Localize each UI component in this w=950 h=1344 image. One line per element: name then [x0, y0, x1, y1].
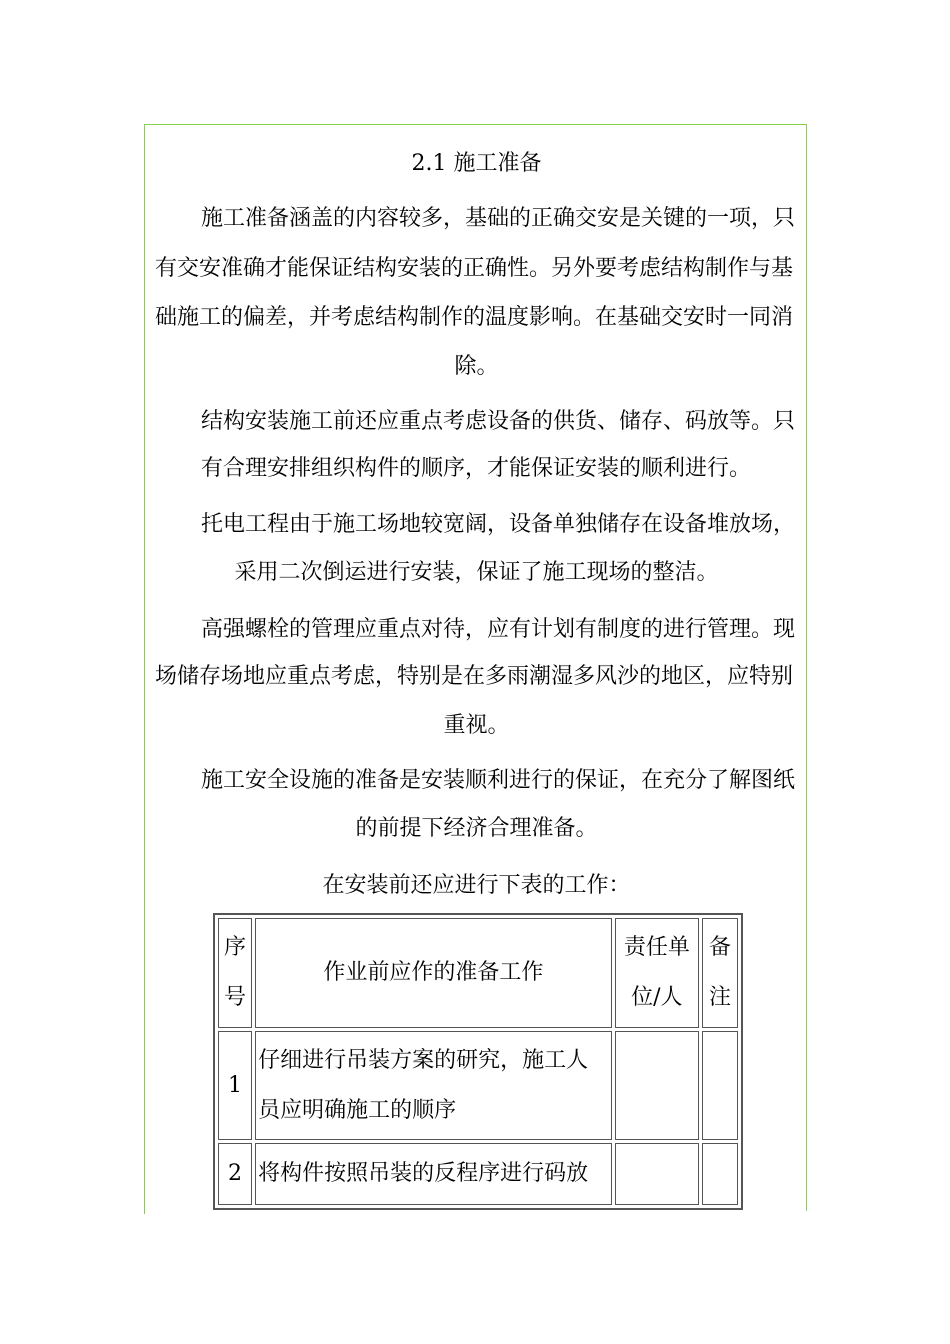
- row-note: [702, 1031, 738, 1140]
- header-task: 作业前应作的准备工作: [255, 918, 612, 1028]
- paragraph-line: 施工安全设施的准备是安装顺利进行的保证，在充分了解图纸: [201, 768, 796, 793]
- paragraph-line: 有合理安排组织构件的顺序，才能保证安装的顺利进行。: [201, 456, 752, 481]
- paragraph-line: 础施工的偏差，并考虑结构制作的温度影响。在基础交安时一同消: [155, 305, 794, 330]
- row-task: 将构件按照吊装的反程序进行码放: [255, 1143, 612, 1205]
- row-task: 仔细进行吊装方案的研究，施工人 员应明确施工的顺序: [255, 1031, 612, 1140]
- paragraph-line: 采用二次倒运进行安装，保证了施工现场的整洁。: [234, 560, 719, 585]
- header-note: 备 注: [702, 918, 738, 1028]
- paragraph-line: 的前提下经济合理准备。: [355, 816, 598, 841]
- row-responsible: [615, 1143, 699, 1205]
- section-heading: 2.1 施工准备: [411, 151, 542, 176]
- row-responsible: [615, 1031, 699, 1140]
- preparation-table: [213, 913, 743, 1210]
- document-frame: [144, 124, 807, 1214]
- header-no: 序 号: [218, 918, 252, 1028]
- row-no: 1: [218, 1031, 252, 1140]
- table-caption: 在安装前还应进行下表的工作：: [322, 873, 631, 898]
- row-no: 2: [218, 1143, 252, 1205]
- paragraph-line: 结构安装施工前还应重点考虑设备的供货、储存、码放等。只: [201, 409, 796, 434]
- paragraph-line: 施工准备涵盖的内容较多，基础的正确交安是关键的一项，只: [201, 206, 796, 231]
- paragraph-line: 有交安准确才能保证结构安装的正确性。另外要考虑结构制作与基: [155, 256, 794, 281]
- paragraph-line: 场储存场地应重点考虑，特别是在多雨潮湿多风沙的地区，应特别: [155, 664, 794, 689]
- paragraph-line: 除。: [454, 354, 499, 379]
- paragraph-line: 高强螺栓的管理应重点对待，应有计划有制度的进行管理。现: [201, 617, 796, 642]
- table-row: [218, 1031, 738, 1140]
- table-row: [218, 1143, 738, 1205]
- row-note: [702, 1143, 738, 1205]
- paragraph-line: 托电工程由于施工场地较宽阔，设备单独储存在设备堆放场，: [201, 512, 796, 537]
- header-responsible: 责任单 位/人: [615, 918, 699, 1028]
- paragraph-line: 重视。: [443, 713, 510, 738]
- table-header-row: [218, 918, 738, 1028]
- page-cut-mask: [145, 1211, 808, 1221]
